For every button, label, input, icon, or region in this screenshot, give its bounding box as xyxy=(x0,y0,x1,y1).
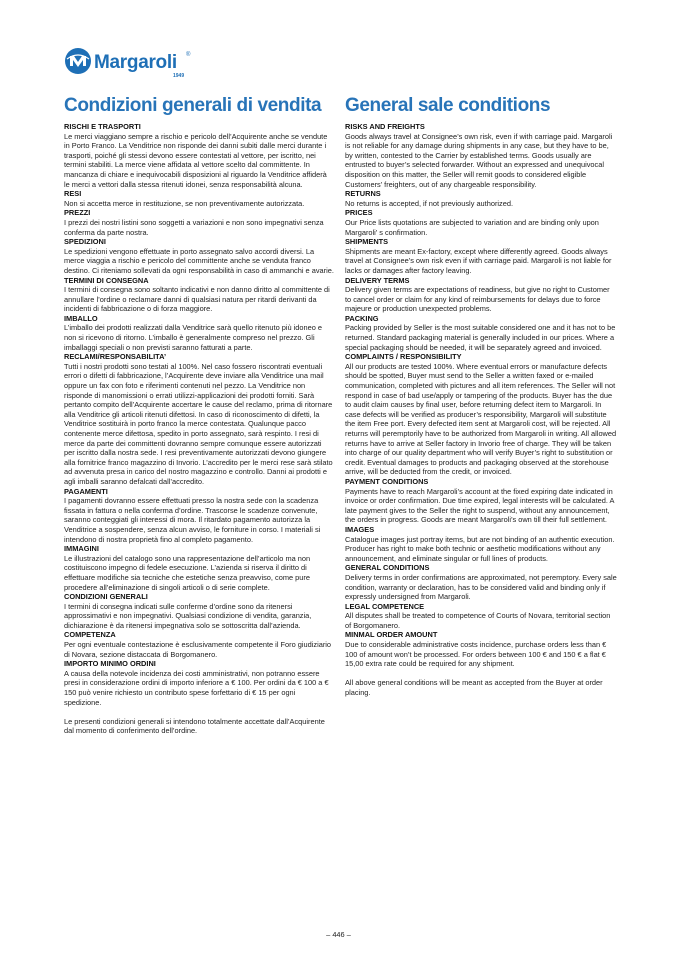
section-heading: PRICES xyxy=(345,208,373,218)
section-heading: PAYMENT CONDITIONS xyxy=(345,476,429,486)
section-heading: RESI xyxy=(64,189,82,199)
section-heading: SPEDIZIONI xyxy=(64,237,106,247)
section-body: I termini di consegna sono soltanto indicativi e non danno diritto al committente di annullare l’ordine o reclamare danni di qualsiasi natura per ritardi derivanti da incidenti di fabbricazione o di forza maggiore. xyxy=(64,285,330,314)
section-heading: IMBALLO xyxy=(64,313,98,323)
page-number: – 446 – xyxy=(326,930,351,939)
section-heading: SHIPMENTS xyxy=(345,237,389,247)
condition-section xyxy=(345,477,617,525)
section-body: All disputes shall be treated to competence of Courts of Novara, territorial section of Borgomanero. xyxy=(345,611,611,630)
condition-section xyxy=(345,352,617,477)
brand-name: Margaroli xyxy=(94,52,177,73)
section-heading: PREZZI xyxy=(64,208,91,218)
italian-sections xyxy=(64,122,334,707)
condition-section xyxy=(345,208,617,237)
section-body: I prezzi dei nostri listini sono soggetti a variazioni e non sono impegnativi senza conferma da parte nostra. xyxy=(64,217,324,237)
section-heading: RISCHI E TRASPORTI xyxy=(64,122,141,131)
section-body: Payments have to reach Margaroli’s account at the fixed expiring date indicated in invoice or order confirmation. Due time expired, legal interests will be calculated. A late payment gives to the Seller the right to suspend, without any announcement, the orders in progress. Goods are meant Margaroli’s own till their full settlement. xyxy=(345,486,615,525)
condition-section xyxy=(64,122,334,189)
section-body: Catalogue images just portray items, but are not binding of an authentic execution. Producer has right to make both technic or aesthetic modifications without any announcement, and eliminate singular or full lines of products. xyxy=(345,534,615,563)
section-body: Delivery given terms are expectations of readiness, but give no right to Customer to cancel order or claim for any kind of reimbursements for delays due to force majeure or production unexpected problems. xyxy=(345,285,610,314)
section-body: Our Price lists quotations are subjected to variation and are binding only upon Margaroli’ s confirmation. xyxy=(345,217,599,237)
condition-section xyxy=(64,630,334,659)
section-body: I pagamenti dovranno essere effettuati presso la nostra sede con la scadenza fissata in fattura o nella conferma d’ordine. Trascorse le scadenze convenute, saranno conteggiati gli interessi di mora. Il ritardato pagamento autorizza la Venditrice a sospendere, senza alcun avviso, le forniture in corso. I materiali si intendono di nostra proprietà fino al completo pagamento. xyxy=(64,496,321,544)
section-heading: IMPORTO MINIMO ORDINI xyxy=(64,659,156,669)
section-body: I termini di consegna indicati sulle conferme d’ordine sono da ritenersi approssimativi e non impegnativi. Qualsiasi condizione di vendita, garanzia, dichiarazione è da ritenersi impegnativa solo se sottoscritta dall’azienda. xyxy=(64,601,312,630)
section-body: Packing provided by Seller is the most suitable considered one and it has not to be returned. Standard packaging material is generally included in our prices. Where a special packaging should be needed, it will be separately agreed and invoiced. xyxy=(345,323,616,352)
english-sections xyxy=(345,122,617,669)
english-column xyxy=(345,94,617,705)
section-heading: LEGAL COMPETENCE xyxy=(345,601,425,611)
condition-section xyxy=(345,630,617,668)
section-heading: PAGAMENTI xyxy=(64,486,108,496)
english-title: General sale conditions xyxy=(345,95,551,116)
section-body: All our products are tested 100%. Where eventual errors or manufacture defects should be spotted, Buyer must send to the Seller a written faxed or e-mailed communication, completed with pictures and all item references. The Seller will not respond in case of bad use/apply or tampering of the products. Buyer has the due to audit claim causes by final user, before returning defect item to Margaroli. In case defects will be verified as producer’s responsibility, Margaroli will substitute the item Free port. Every defected item sent at Margaroli cost, will be rejected. All returns will peremptorily have to be authorized from Margaroli in writing. All allowed returns have to arrive at Seller factory in Invorio free of charge. They will be taken into charge of our quality department who will verify Buyer’s right to substitution or credit. Eventual damages to products and packaging observed at the storehouse arrive, will be deducted from the credit, or invoiced. xyxy=(345,361,617,477)
condition-section xyxy=(64,208,334,237)
condition-section xyxy=(345,189,617,208)
section-body: Delivery terms in order confirmations are approximated, not peremptory. Every sale condition, warranty or declaration, has to be considered valid and binding only if expressly undersigned from Margaroli. xyxy=(345,572,617,602)
section-heading: RETURNS xyxy=(345,189,381,199)
brand-year: 1949 xyxy=(173,73,185,79)
condition-section xyxy=(64,659,334,707)
italian-title: Condizioni generali di vendita xyxy=(64,95,322,116)
section-body: Shipments are meant Ex-factory, except where differently agreed. Goods always travel at Consignee’s own risk even if with carriage paid. Margaroli is not liable for lacks or damages after factory leaving. xyxy=(345,246,612,275)
section-body: No returns is accepted, if not previously authorized. xyxy=(345,198,514,208)
condition-section xyxy=(64,314,334,352)
condition-section xyxy=(345,563,617,601)
condition-section xyxy=(64,276,334,314)
section-heading: COMPLAINTS / RESPONSIBILITY xyxy=(345,352,462,362)
section-body: L’imballo dei prodotti realizzati dalla Venditrice sarà quello ritenuto più idoneo e non si ricevono di ritorno. L’imballo è generalmente compreso nel prezzo. Gli imballaggi speciali o non previsti saranno fatturati a parte. xyxy=(64,323,323,352)
condition-section xyxy=(64,544,334,592)
condition-section xyxy=(345,276,617,314)
condition-section xyxy=(64,592,334,630)
section-heading: COMPETENZA xyxy=(64,630,116,640)
condition-section xyxy=(64,189,334,208)
section-body: Per ogni eventuale contestazione è esclusivamente competente il Foro giudiziario di Novara, sezione distaccata di Borgomanero. xyxy=(64,640,332,659)
section-heading: IMAGES xyxy=(345,524,375,534)
section-body: Due to considerable administrative costs incidence, purchase orders less than € 100 of amount won’t be processed. For orders between 100 € and 150 € a flat € 15,00 extra rate could be required for any shipment. xyxy=(345,640,607,669)
italian-closing: Le presenti condizioni generali si intendono totalmente accettate dall’Acquirente dal momento di conferimento dell’ordine. xyxy=(64,716,325,736)
section-body: Le illustrazioni del catalogo sono una rappresentazione dell’articolo ma non costituiscono impegno di fedele esecuzione. L’azienda si riserva il diritto di effettuare modifiche sia tecniche che estetiche senza preavviso, come pure procedere all’eliminazione di singoli articoli o di serie complete. xyxy=(64,553,311,592)
italian-column xyxy=(64,94,334,743)
section-heading: GENERAL CONDITIONS xyxy=(345,563,430,573)
english-closing: All above general conditions will be meant as accepted from the Buyer at order placing. xyxy=(345,678,603,698)
margaroli-logo xyxy=(64,47,190,81)
section-body: Goods always travel at Consignee’s own risk, even if with carriage paid. Margaroli is not reliable for any damage during shipments in any case, but they have to be, by written, contested to the Carrier by established terms. Goods usually are entrusted to buyer’s selected forwarder. Without an expressed and unequivocal disposition on this matter, the Seller will remit goods to considered eligible Customers’ freighters, out of any chargeable responsibility. xyxy=(345,131,613,189)
condition-section xyxy=(64,352,334,486)
section-body: A causa della notevole incidenza dei costi amministrativi, non potranno essere presi in considerazione ordini di importo inferiore a € 100. Per ordini da € 100 a € 150 può venire richiesto un contributo spese forfettario di € 15 per ogni spedizione. xyxy=(64,668,329,707)
section-heading: CONDIZIONI GENERALI xyxy=(64,592,148,602)
section-body: Le merci viaggiano sempre a rischio e pericolo dell’Acquirente anche se vendute in Porto Franco. La Venditrice non risponde dei danni subiti dalle merci durante i trasporti, poiché gli stessi devono essere contestati al vettore, per iscritto, nei termini stabiliti. La merce viene affidata al vettore scelto dal committente. In mancanza di chiare e inequivocabili disposizioni al riguardo la Venditrice affiderà le merci a vettori dalla stessa ritenuti idonei, senza responsabilità alcuna. xyxy=(64,131,328,189)
condition-section xyxy=(345,237,617,275)
section-heading: IMMAGINI xyxy=(64,544,99,554)
section-heading: TERMINI DI CONSEGNA xyxy=(64,275,149,285)
section-body: Tutti i nostri prodotti sono testati al 100%. Nel caso fossero riscontrati eventuali errori o difetti di fabbricazione, l’Acquirente deve inviare alla Venditrice una mail oppure un fax con foto e riferimenti contenuti nel pezzo. La Venditrice non risponde di manomissioni o errati utilizzi-applicazioni dei prodotti forniti. Sarà pertanto compito dell’Acquirente accertare le cause del reclamo, prima di ritornare alla Venditrice gli articoli ritenuti difettosi. In caso di riconoscimento di difetti, la Venditrice sostituirà in porto franco la merce contestata. Qualunque pacco contenente merce difettosa, spedito in porto assegnato, sarà respinto. I resi di merce da parte dei committenti dovranno sempre comunque essere autorizzati per iscritto dalla nostra sede. I resi preventivamente autorizzati devono giungere alla fornitrice franco magazzino di Invorio. L’accredito per le merci rese sarà stilato ad avvenuta presa in carico del nostro magazzino e controllo. Danni ai prodotti e agli imballi saranno defalcati dall’accredito. xyxy=(64,361,333,486)
section-heading: RECLAMI/RESPONSABILITA’ xyxy=(64,352,167,362)
section-body: Non si accetta merce in restituzione, se non preventivamente autorizzata. xyxy=(64,198,305,208)
condition-section xyxy=(64,487,334,545)
section-heading: RISKS AND FREIGHTS xyxy=(345,122,425,131)
condition-section xyxy=(345,525,617,563)
condition-section xyxy=(345,122,617,189)
condition-section xyxy=(64,237,334,275)
condition-section xyxy=(345,602,617,631)
section-heading: PACKING xyxy=(345,313,379,323)
margaroli-emblem-icon xyxy=(64,47,92,75)
section-heading: DELIVERY TERMS xyxy=(345,275,410,285)
registered-mark: ® xyxy=(186,52,191,58)
condition-section xyxy=(345,314,617,352)
section-heading: MINMAL ORDER AMOUNT xyxy=(345,630,438,640)
section-body: Le spedizioni vengono effettuate in porto assegnato salvo accordi diversi. La merce viaggia a rischio e pericolo del committente anche se venduta franco destino. Ci riteniamo sollevati da ogni responsabilità in caso di ammanchi e avarie. xyxy=(64,246,334,275)
